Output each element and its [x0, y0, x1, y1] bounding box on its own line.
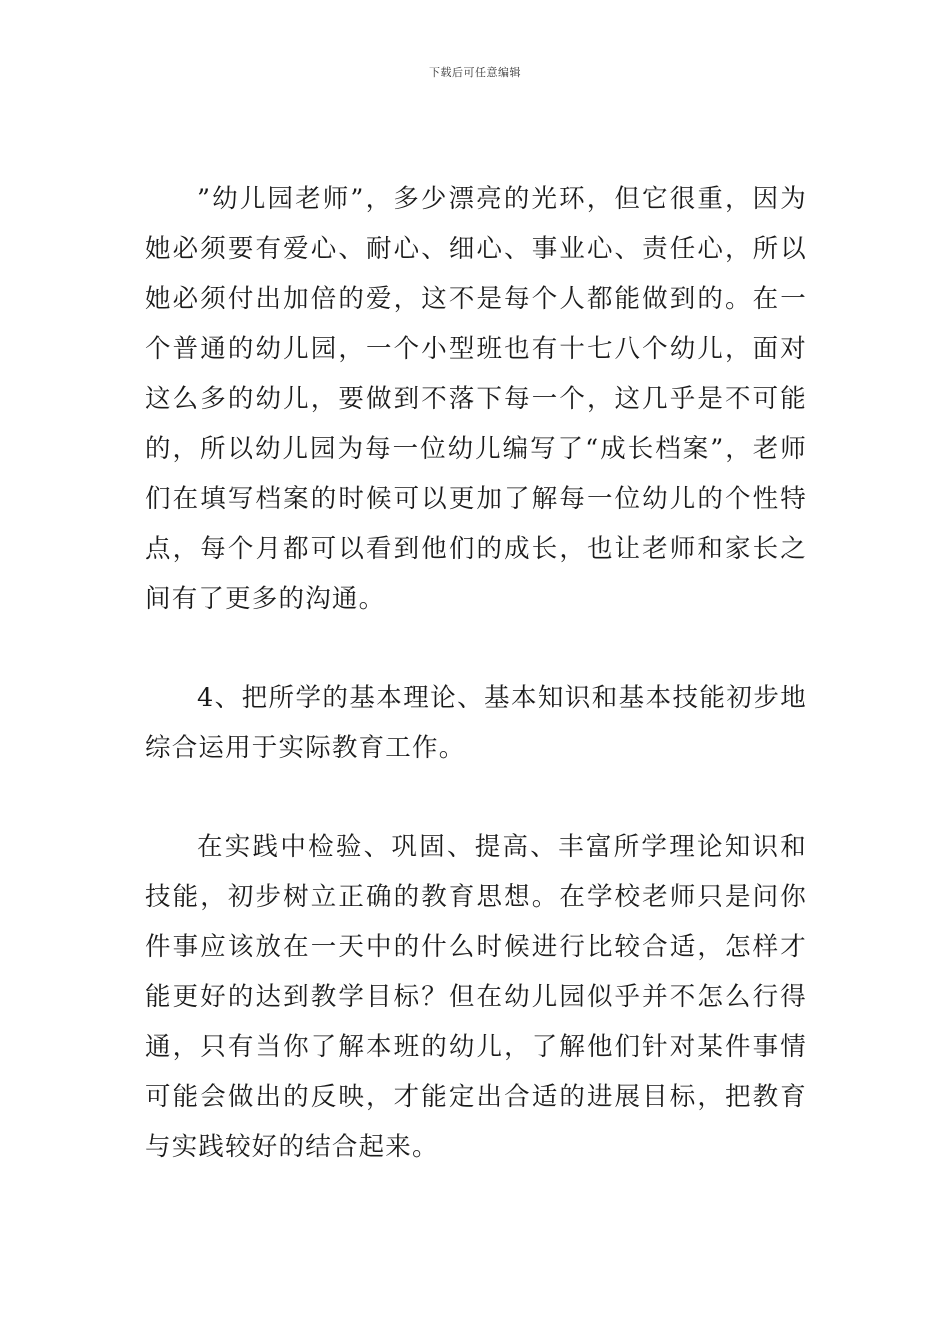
page-header-note: 下载后可任意编辑 [429, 66, 521, 79]
paragraph-text: ”幼儿园老师”，多少漂亮的光环，但它很重，因为她必须要有爱心、耐心、细心、事业心、责任心，所以她必须付出加倍的爱，这不是每个人都能做到的。在一个普通的幼儿园，一个小型班也有十七八个幼儿，面对这么多的幼儿，要做到不落下每一个，这几乎是不可能的，所以幼儿园为每一位幼儿编写了“成长档案”，老师们在填写档案的时候可以更加了解每一位幼儿的个性特点，每个月都可以看到他们的成长，也让老师和家长之间有了更多的沟通。 [145, 184, 807, 614]
paragraph-text: 4、把所学的基本理论、基本知识和基本技能初步地综合运用于实际教育工作。 [145, 683, 807, 763]
paragraph-text: 在实践中检验、巩固、提高、丰富所学理论知识和技能，初步树立正确的教育思想。在学校老师只是问你件事应该放在一天中的什么时候进行比较合适，怎样才能更好的达到教学目标？但在幼儿园似乎并不怎么行得通，只有当你了解本班的幼儿，了解他们针对某件事情可能会做出的反映，才能定出合适的进展目标，把教育与实践较好的结合起来。 [145, 832, 807, 1162]
document-paragraph-1 [145, 174, 807, 624]
document-paragraph-3 [145, 822, 807, 1172]
document-paragraph-2 [145, 673, 807, 773]
